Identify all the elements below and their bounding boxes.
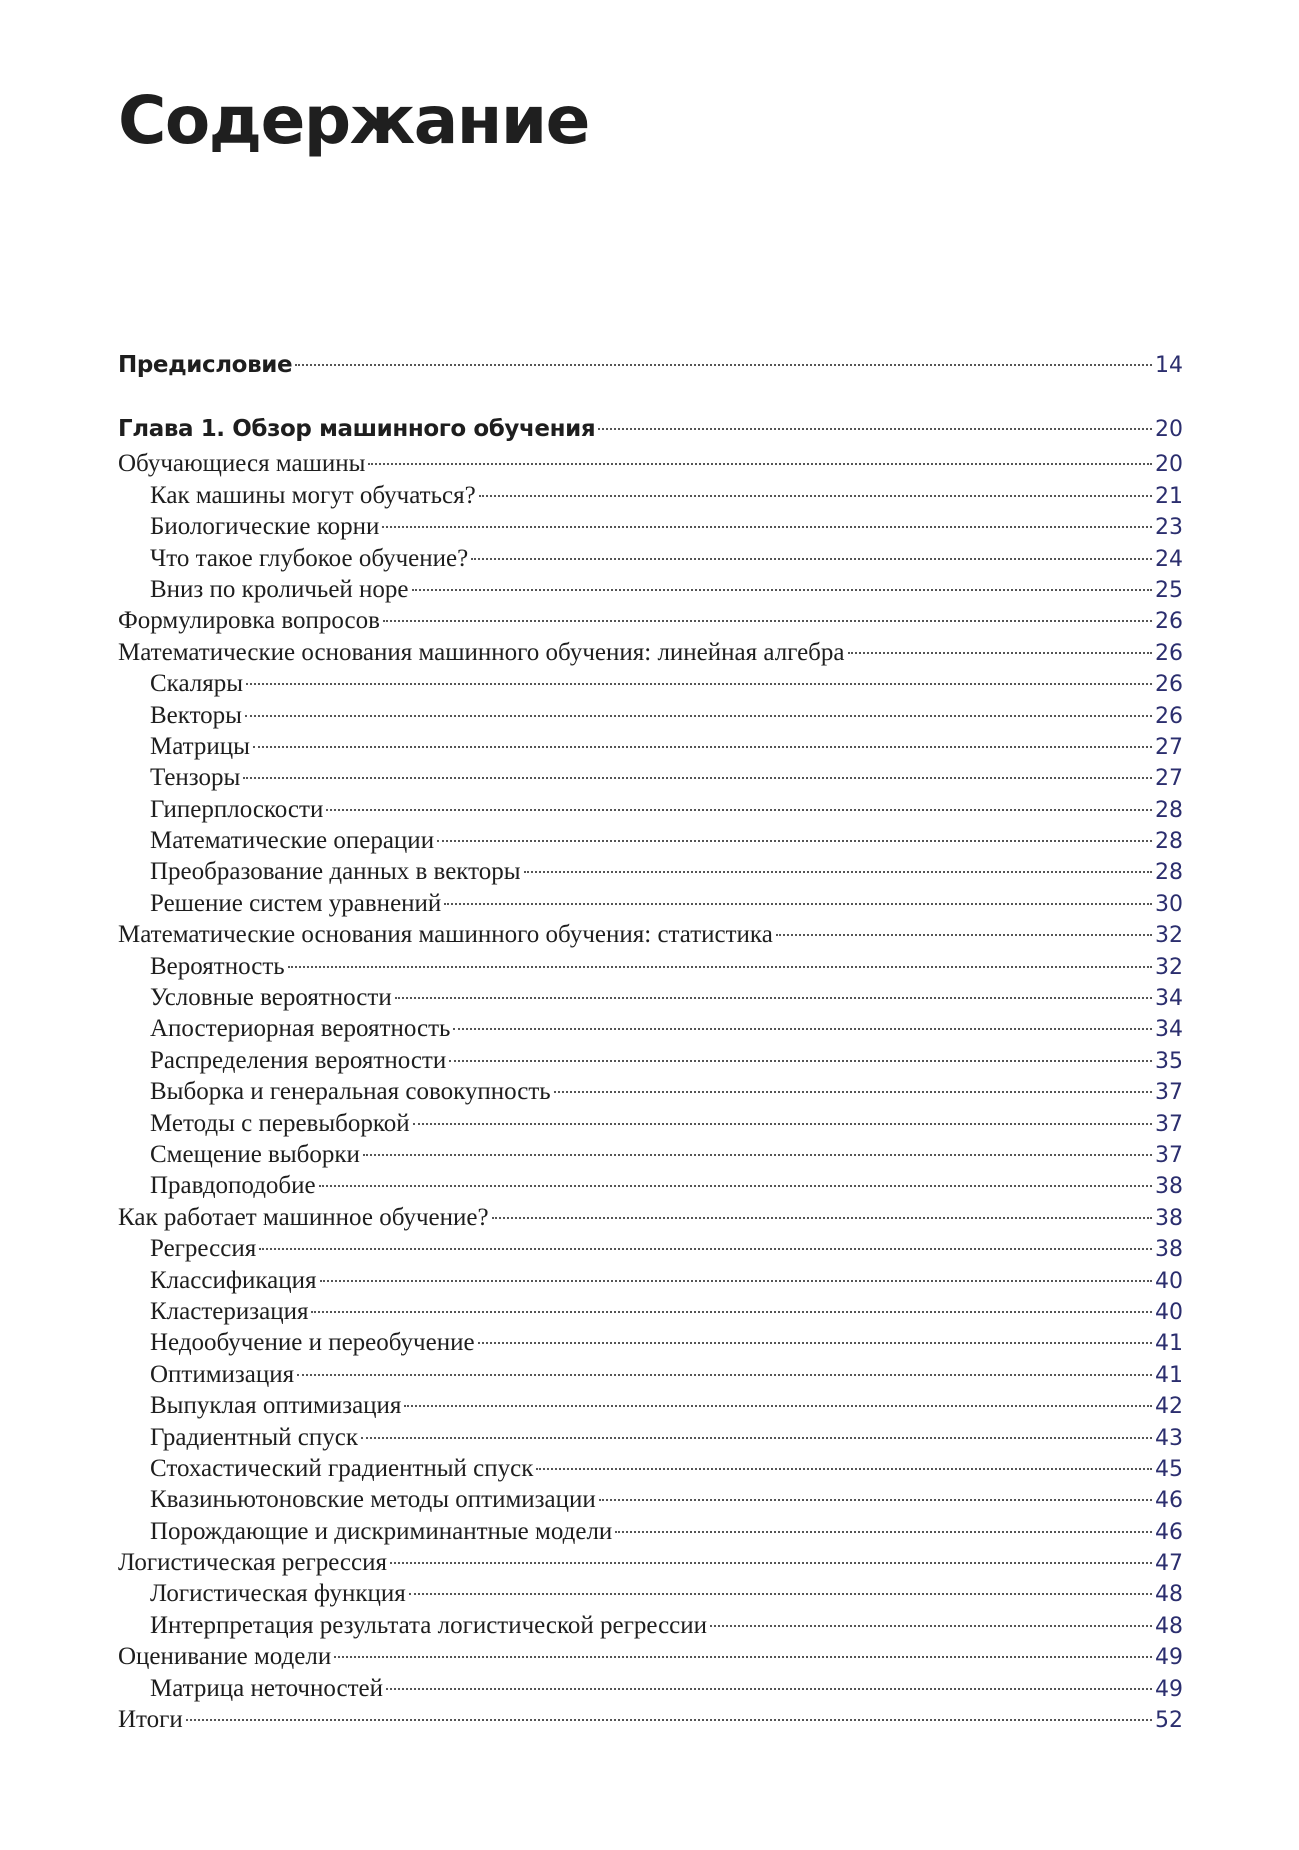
toc-entry-title: Глава 1. Обзор машинного обучения bbox=[118, 416, 596, 443]
toc-subsection-entry[interactable] bbox=[118, 1453, 1183, 1484]
toc-entry-title: Апостериорная вероятность bbox=[150, 1015, 451, 1043]
toc-chapter-entry[interactable] bbox=[118, 414, 1183, 448]
toc-entry-title: Вниз по кроличьей норе bbox=[150, 575, 409, 603]
toc-entry-title: Регрессия bbox=[150, 1235, 257, 1263]
toc-subsection-entry[interactable] bbox=[118, 1265, 1183, 1296]
toc-page-number: 42 bbox=[1155, 1394, 1183, 1420]
toc-preface-entry[interactable] bbox=[118, 350, 1183, 381]
toc-entry-title: Векторы bbox=[150, 701, 242, 729]
toc-page-number: 37 bbox=[1155, 1142, 1183, 1168]
toc-page-number: 40 bbox=[1155, 1268, 1183, 1294]
toc-subsection-entry[interactable] bbox=[118, 1327, 1183, 1358]
dot-leader bbox=[492, 1217, 1152, 1219]
toc-page-number: 38 bbox=[1155, 1205, 1183, 1231]
toc-section-entry[interactable] bbox=[118, 1547, 1183, 1578]
toc-entry-title: Матрица неточностей bbox=[150, 1674, 384, 1702]
dot-leader bbox=[479, 495, 1152, 497]
dot-leader bbox=[449, 1060, 1152, 1062]
toc-entry-title: Решение систем уравнений bbox=[150, 889, 442, 917]
dot-leader bbox=[471, 558, 1152, 560]
toc-entry-title: Методы с перевыборкой bbox=[150, 1109, 410, 1137]
dot-leader bbox=[186, 1719, 1152, 1721]
dot-leader bbox=[615, 1531, 1152, 1533]
dot-leader bbox=[363, 1154, 1152, 1156]
toc-page-number: 34 bbox=[1155, 986, 1183, 1012]
dot-leader bbox=[554, 1091, 1152, 1093]
toc-entry-title: Итоги bbox=[118, 1706, 183, 1734]
toc-page-number: 43 bbox=[1155, 1425, 1183, 1451]
toc-subsection-entry[interactable] bbox=[118, 1390, 1183, 1421]
toc-entry-title: Обучающиеся машины bbox=[118, 450, 366, 478]
toc-page-number: 35 bbox=[1155, 1048, 1183, 1074]
toc-subsection-entry[interactable] bbox=[118, 762, 1183, 793]
toc-page-number: 24 bbox=[1155, 546, 1183, 572]
toc-entry-title: Порождающие и дискриминантные модели bbox=[150, 1517, 613, 1545]
toc-entry-title: Недообучение и переобучение bbox=[150, 1329, 475, 1357]
toc-page-number: 26 bbox=[1155, 640, 1183, 666]
toc-page-number: 49 bbox=[1155, 1645, 1183, 1671]
dot-leader bbox=[395, 997, 1152, 999]
toc-entry-title: Гиперплоскости bbox=[150, 795, 324, 823]
toc-section-entry[interactable] bbox=[118, 448, 1183, 479]
toc-page-number: 23 bbox=[1155, 515, 1183, 541]
toc-entry-title: Правдоподобие bbox=[150, 1172, 316, 1200]
toc-entry-title: Кластеризация bbox=[150, 1297, 309, 1325]
toc-subsection-entry[interactable] bbox=[118, 1045, 1183, 1076]
toc-entry-title: Предисловие bbox=[118, 352, 293, 378]
toc-page-number: 28 bbox=[1155, 797, 1183, 823]
toc-section-entry[interactable] bbox=[118, 1704, 1183, 1735]
toc-subsection-entry[interactable] bbox=[118, 1484, 1183, 1515]
toc-section-entry[interactable] bbox=[118, 919, 1183, 950]
toc-subsection-entry[interactable] bbox=[118, 1673, 1183, 1704]
toc-page-number: 37 bbox=[1155, 1080, 1183, 1106]
toc-page-number: 26 bbox=[1155, 609, 1183, 635]
toc-entry-title: Стохастический градиентный спуск bbox=[150, 1454, 534, 1482]
dot-leader bbox=[297, 1374, 1152, 1376]
toc-subsection-entry[interactable] bbox=[118, 1013, 1183, 1044]
dot-leader bbox=[776, 934, 1152, 936]
dot-leader bbox=[390, 1562, 1152, 1564]
dot-leader bbox=[243, 777, 1152, 779]
toc-entry-title: Оптимизация bbox=[150, 1360, 295, 1388]
dot-leader bbox=[361, 1437, 1152, 1439]
toc-subsection-entry[interactable] bbox=[118, 480, 1183, 511]
toc-subsection-entry[interactable] bbox=[118, 856, 1183, 887]
dot-leader bbox=[710, 1625, 1152, 1627]
dot-leader bbox=[326, 809, 1152, 811]
toc-entry-title: Математические операции bbox=[150, 827, 435, 855]
toc-page-number: 38 bbox=[1155, 1174, 1183, 1200]
toc-page-number: 14 bbox=[1155, 353, 1183, 378]
toc-subsection-entry[interactable] bbox=[118, 1296, 1183, 1327]
dot-leader bbox=[320, 1280, 1152, 1282]
dot-leader bbox=[524, 871, 1152, 873]
dot-leader bbox=[295, 364, 1152, 366]
toc-section-entry[interactable] bbox=[118, 1641, 1183, 1672]
toc-page-number: 41 bbox=[1155, 1331, 1183, 1357]
toc-entry-title: Интерпретация результата логистической регрессии bbox=[150, 1611, 708, 1639]
toc-page-number: 21 bbox=[1155, 483, 1183, 509]
toc-page-number: 34 bbox=[1155, 1017, 1183, 1043]
toc-entry-title: Преобразование данных в векторы bbox=[150, 858, 521, 886]
dot-leader bbox=[259, 1248, 1152, 1250]
toc-page-number: 37 bbox=[1155, 1111, 1183, 1137]
toc-subsection-entry[interactable] bbox=[118, 1422, 1183, 1453]
toc-page-number: 27 bbox=[1155, 734, 1183, 760]
toc-subsection-entry[interactable] bbox=[118, 1578, 1183, 1609]
toc-entry-title: Матрицы bbox=[150, 732, 250, 760]
toc-section-entry[interactable] bbox=[118, 605, 1183, 636]
toc-subsection-entry[interactable] bbox=[118, 888, 1183, 919]
toc-page-number: 20 bbox=[1155, 452, 1183, 478]
toc-subsection-entry[interactable] bbox=[118, 731, 1183, 762]
toc-subsection-entry[interactable] bbox=[118, 668, 1183, 699]
toc-page-number: 32 bbox=[1155, 923, 1183, 949]
toc-page-number: 47 bbox=[1155, 1551, 1183, 1577]
toc-entry-title: Классификация bbox=[150, 1266, 317, 1294]
dot-leader bbox=[368, 463, 1152, 465]
dot-leader bbox=[598, 428, 1152, 430]
dot-leader bbox=[478, 1342, 1152, 1344]
toc-page-number: 32 bbox=[1155, 954, 1183, 980]
toc-page-number: 46 bbox=[1155, 1488, 1183, 1514]
dot-leader bbox=[453, 1028, 1152, 1030]
toc-subsection-entry[interactable] bbox=[118, 1516, 1183, 1547]
toc-entry-title: Выпуклая оптимизация bbox=[150, 1392, 402, 1420]
toc-entry-title: Логистическая регрессия bbox=[118, 1549, 388, 1577]
dot-leader bbox=[437, 840, 1152, 842]
toc-page-number: 46 bbox=[1155, 1519, 1183, 1545]
toc-page-number: 48 bbox=[1155, 1582, 1183, 1608]
page-title: Содержание bbox=[118, 82, 589, 159]
toc-page-number: 26 bbox=[1155, 703, 1183, 729]
dot-leader bbox=[412, 589, 1152, 591]
toc-page-number: 28 bbox=[1155, 829, 1183, 855]
dot-leader bbox=[311, 1311, 1152, 1313]
toc-page-number: 25 bbox=[1155, 577, 1183, 603]
toc-page-number: 26 bbox=[1155, 672, 1183, 698]
toc-entry-title: Квазиньютоновские методы оптимизации bbox=[150, 1486, 596, 1514]
toc-entry-title: Как работает машинное обучение? bbox=[118, 1203, 489, 1231]
table-of-contents bbox=[118, 350, 1183, 1735]
dot-leader bbox=[382, 526, 1152, 528]
toc-subsection-entry[interactable] bbox=[118, 794, 1183, 825]
dot-leader bbox=[334, 1656, 1152, 1658]
toc-entry-title: Смещение выборки bbox=[150, 1140, 360, 1168]
toc-entry-title: Оценивание модели bbox=[118, 1643, 332, 1671]
toc-section-entry[interactable] bbox=[118, 637, 1183, 668]
toc-entry-title: Скаляры bbox=[150, 670, 244, 698]
toc-page-number: 20 bbox=[1155, 417, 1183, 443]
toc-page-number: 30 bbox=[1155, 891, 1183, 917]
toc-entry-title: Тензоры bbox=[150, 764, 241, 792]
dot-leader bbox=[409, 1593, 1152, 1595]
dot-leader bbox=[444, 903, 1152, 905]
toc-subsection-entry[interactable] bbox=[118, 511, 1183, 542]
toc-entry-title: Градиентный спуск bbox=[150, 1423, 358, 1451]
toc-subsection-entry[interactable] bbox=[118, 1076, 1183, 1107]
toc-subsection-entry[interactable] bbox=[118, 982, 1183, 1013]
dot-leader bbox=[599, 1499, 1152, 1501]
toc-entry-title: Вероятность bbox=[150, 952, 285, 980]
toc-page-number: 52 bbox=[1155, 1708, 1183, 1734]
toc-entry-title: Условные вероятности bbox=[150, 984, 392, 1012]
toc-entry-title: Как машины могут обучаться? bbox=[150, 481, 476, 509]
toc-page-number: 41 bbox=[1155, 1362, 1183, 1388]
dot-leader bbox=[253, 746, 1152, 748]
dot-leader bbox=[536, 1468, 1152, 1470]
dot-leader bbox=[288, 966, 1152, 968]
toc-page-number: 40 bbox=[1155, 1299, 1183, 1325]
toc-entry-title: Что такое глубокое обучение? bbox=[150, 544, 469, 572]
dot-leader bbox=[246, 683, 1152, 685]
toc-entry-title: Распределения вероятности bbox=[150, 1046, 447, 1074]
toc-subsection-entry[interactable] bbox=[118, 1610, 1183, 1641]
dot-leader bbox=[848, 652, 1152, 654]
toc-entry-title: Формулировка вопросов bbox=[118, 607, 380, 635]
dot-leader bbox=[245, 715, 1152, 717]
toc-subsection-entry[interactable] bbox=[118, 1108, 1183, 1139]
toc-page-number: 38 bbox=[1155, 1237, 1183, 1263]
dot-leader bbox=[386, 1688, 1152, 1690]
dot-leader bbox=[383, 620, 1152, 622]
toc-entry-title: Выборка и генеральная совокупность bbox=[150, 1078, 551, 1106]
toc-subsection-entry[interactable] bbox=[118, 574, 1183, 605]
toc-section-entry[interactable] bbox=[118, 1202, 1183, 1233]
toc-page-number: 48 bbox=[1155, 1613, 1183, 1639]
toc-subsection-entry[interactable] bbox=[118, 1233, 1183, 1264]
toc-subsection-entry[interactable] bbox=[118, 700, 1183, 731]
dot-leader bbox=[413, 1123, 1152, 1125]
toc-entry-title: Математические основания машинного обучения: статистика bbox=[118, 921, 773, 949]
toc-page-number: 27 bbox=[1155, 766, 1183, 792]
toc-subsection-entry[interactable] bbox=[118, 1139, 1183, 1170]
toc-entry-title: Биологические корни bbox=[150, 513, 380, 541]
toc-subsection-entry[interactable] bbox=[118, 825, 1183, 856]
toc-subsection-entry[interactable] bbox=[118, 543, 1183, 574]
toc-subsection-entry[interactable] bbox=[118, 951, 1183, 982]
dot-leader bbox=[404, 1405, 1152, 1407]
toc-subsection-entry[interactable] bbox=[118, 1170, 1183, 1201]
toc-page-number: 49 bbox=[1155, 1676, 1183, 1702]
toc-entry-title: Логистическая функция bbox=[150, 1580, 406, 1608]
toc-subsection-entry[interactable] bbox=[118, 1359, 1183, 1390]
toc-page-number: 45 bbox=[1155, 1456, 1183, 1482]
dot-leader bbox=[319, 1185, 1152, 1187]
toc-entry-title: Математические основания машинного обучения: линейная алгебра bbox=[118, 638, 845, 666]
toc-page-number: 28 bbox=[1155, 860, 1183, 886]
